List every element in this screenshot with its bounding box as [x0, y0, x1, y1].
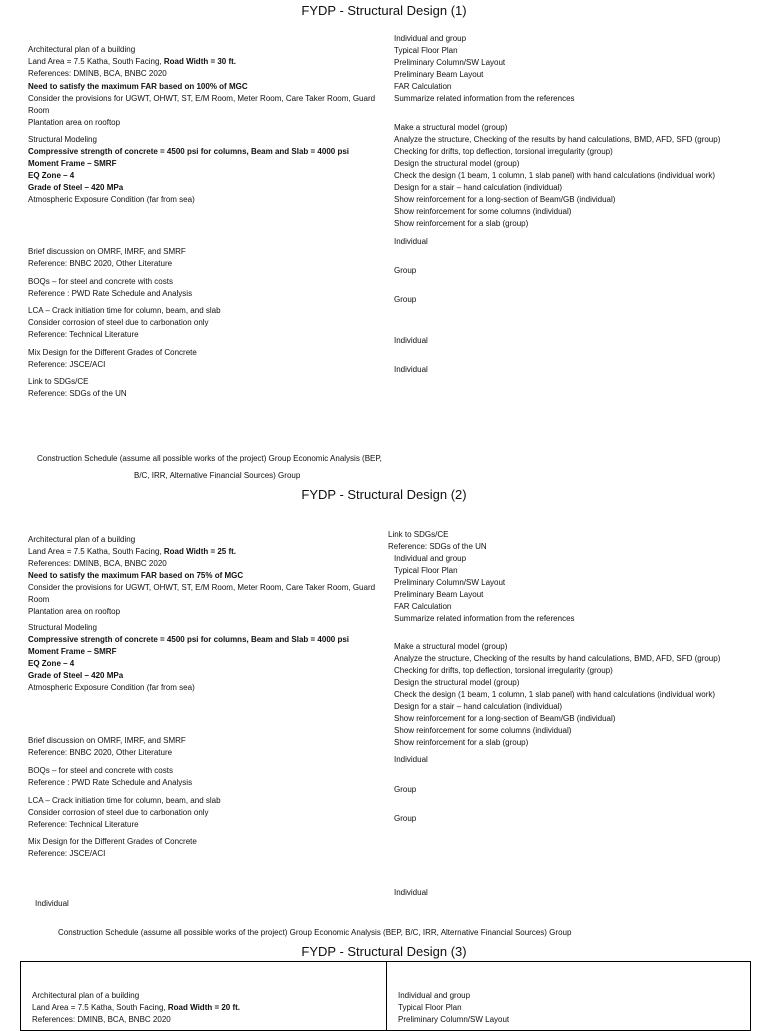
boq-line: BOQs – for steel and concrete with costs [28, 277, 173, 286]
slab-reinforcement-task: Show reinforcement for a slab (group) [394, 219, 529, 228]
eq-zone: EQ Zone – 4 [28, 659, 75, 668]
role-mix: Individual [394, 888, 428, 897]
typical-floor-plan: Typical Floor Plan [394, 566, 458, 575]
lca-line: LCA – Crack initiation time for column, beam, and slab [28, 796, 221, 805]
analyze-task: Analyze the structure, Checking of the results by hand calculations, BMD, AFD, SFD (group) Checking for drifts, top deflection, torsional irregularity (group) [394, 135, 721, 157]
land-area-line: Land Area = 7.5 Katha, South Facing, Road Width = 25 ft. [28, 547, 237, 556]
boq-line: BOQs – for steel and concrete with costs [28, 766, 173, 775]
role-sdg: Individual [394, 365, 428, 374]
check-design-task: Check the design (1 beam, 1 column, 1 slab panel) with hand calculations (individual work) Design for a stair – hand calculation (individual) [394, 171, 716, 193]
exposure-condition: Atmospheric Exposure Condition (far from sea) [28, 195, 195, 204]
omrf-reference: Reference: BNBC 2020, Other Literature [28, 259, 173, 268]
analyze-task: Analyze the structure, Checking of the results by hand calculations, BMD, AFD, SFD (group) Checking for drifts, top deflection, torsional irregularity (group) [394, 654, 721, 676]
column-layout: Preliminary Column/SW Layout [398, 1015, 510, 1024]
moment-frame: Moment Frame – SMRF [28, 159, 117, 168]
lca-reference: Reference: Technical Literature [28, 820, 139, 829]
concrete-strength: Compressive strength of concrete = 4500 psi for columns, Beam and Slab = 4000 psi [28, 635, 350, 644]
eq-zone: EQ Zone – 4 [28, 171, 75, 180]
design-task: Design the structural model (group) [394, 159, 520, 168]
boq-reference: Reference : PWD Rate Schedule and Analysis [28, 289, 193, 298]
far-requirement: Need to satisfy the maximum FAR based on 75% of MGC [28, 571, 244, 580]
make-model-task: Make a structural model (group) [394, 642, 508, 651]
provisions-line: Consider the provisions for UGWT, OHWT, ST, E/M Room, Meter Room, Care Taker Room, Guard Room [28, 583, 376, 605]
section-3-title: FYDP - Structural Design (3) [301, 944, 467, 959]
beam-reinforcement-task: Show reinforcement for a long-section of Beam/GB (individual) [394, 714, 616, 723]
section-1-footer-line-2: B/C, IRR, Alternative Financial Sources) Group [134, 471, 301, 480]
omrf-discussion: Brief discussion on OMRF, IMRF, and SMRF [28, 247, 186, 256]
column-layout: Preliminary Column/SW Layout [394, 578, 506, 587]
land-area-line: Land Area = 7.5 Katha, South Facing, Road Width = 30 ft. [28, 57, 237, 66]
role-lca: Group [394, 295, 417, 304]
check-design-task: Check the design (1 beam, 1 column, 1 slab panel) with hand calculations (individual work) Design for a stair – hand calculation (individual) [394, 690, 716, 712]
far-calculation: FAR Calculation [394, 82, 452, 91]
references-line: References: DMINB, BCA, BNBC 2020 [32, 1015, 171, 1024]
structural-modeling-heading: Structural Modeling [28, 623, 97, 632]
references-line: References: DMINB, BCA, BNBC 2020 [28, 69, 167, 78]
steel-grade: Grade of Steel – 420 MPa [28, 183, 124, 192]
plantation-line: Plantation area on rooftop [28, 607, 121, 616]
section-2-footer-line: Construction Schedule (assume all possible works of the project) Group Economic Analysis (BEP, B/C, IRR, Alternative Financial Sources) Group [58, 928, 572, 937]
sdg-reference: Reference: SDGs of the UN [28, 389, 127, 398]
individual-group-line: Individual and group [394, 554, 467, 563]
beam-reinforcement-task: Show reinforcement for a long-section of Beam/GB (individual) [394, 195, 616, 204]
typical-floor-plan: Typical Floor Plan [394, 46, 458, 55]
references-line: References: DMINB, BCA, BNBC 2020 [28, 559, 167, 568]
role-boq: Group [394, 785, 417, 794]
mix-design-line: Mix Design for the Different Grades of Concrete [28, 348, 197, 357]
steel-grade: Grade of Steel – 420 MPa [28, 671, 124, 680]
beam-layout: Preliminary Beam Layout [394, 70, 484, 79]
exposure-condition: Atmospheric Exposure Condition (far from sea) [28, 683, 195, 692]
plantation-line: Plantation area on rooftop [28, 118, 121, 127]
section-3-divider [386, 961, 387, 1031]
sdg-link: Link to SDGs/CE [388, 530, 449, 539]
far-calculation: FAR Calculation [394, 602, 452, 611]
individual-group-line: Individual and group [398, 991, 471, 1000]
column-reinforcement-task: Show reinforcement for some columns (individual) [394, 726, 572, 735]
role-lca: Group [394, 814, 417, 823]
role-extra-individual: Individual [35, 899, 69, 908]
mix-design-reference: Reference: JSCE/ACI [28, 360, 106, 369]
design-task: Design the structural model (group) [394, 678, 520, 687]
lca-corrosion: Consider corrosion of steel due to carbonation only [28, 808, 209, 817]
boq-reference: Reference : PWD Rate Schedule and Analysis [28, 778, 193, 787]
summarize-line: Summarize related information from the references [394, 94, 575, 103]
role-omrf: Individual [394, 755, 428, 764]
arch-plan-heading: Architectural plan of a building [32, 991, 140, 1000]
sdg-link: Link to SDGs/CE [28, 377, 89, 386]
arch-plan-heading: Architectural plan of a building [28, 535, 136, 544]
arch-plan-heading: Architectural plan of a building [28, 45, 136, 54]
concrete-strength: Compressive strength of concrete = 4500 psi for columns, Beam and Slab = 4000 psi [28, 147, 350, 156]
moment-frame: Moment Frame – SMRF [28, 647, 117, 656]
structural-modeling-heading: Structural Modeling [28, 135, 97, 144]
role-omrf: Individual [394, 237, 428, 246]
section-2-title: FYDP - Structural Design (2) [301, 487, 467, 502]
individual-group-line: Individual and group [394, 34, 467, 43]
role-mix: Individual [394, 336, 428, 345]
role-boq: Group [394, 266, 417, 275]
summarize-line: Summarize related information from the references [394, 614, 575, 623]
slab-reinforcement-task: Show reinforcement for a slab (group) [394, 738, 529, 747]
column-reinforcement-task: Show reinforcement for some columns (individual) [394, 207, 572, 216]
typical-floor-plan: Typical Floor Plan [398, 1003, 462, 1012]
omrf-reference: Reference: BNBC 2020, Other Literature [28, 748, 173, 757]
column-layout: Preliminary Column/SW Layout [394, 58, 506, 67]
provisions-line: Consider the provisions for UGWT, OHWT, ST, E/M Room, Meter Room, Care Taker Room, Guard Room [28, 94, 376, 116]
omrf-discussion: Brief discussion on OMRF, IMRF, and SMRF [28, 736, 186, 745]
far-requirement: Need to satisfy the maximum FAR based on 100% of MGC [28, 82, 248, 91]
land-area-line: Land Area = 7.5 Katha, South Facing, Road Width = 20 ft. [32, 1003, 241, 1012]
lca-corrosion: Consider corrosion of steel due to carbonation only [28, 318, 209, 327]
make-model-task: Make a structural model (group) [394, 123, 508, 132]
sdg-reference: Reference: SDGs of the UN [388, 542, 487, 551]
section-1-footer-line-1: Construction Schedule (assume all possible works of the project) Group Economic Analysis (BEP, [37, 454, 382, 463]
beam-layout: Preliminary Beam Layout [394, 590, 484, 599]
lca-reference: Reference: Technical Literature [28, 330, 139, 339]
mix-design-line: Mix Design for the Different Grades of Concrete [28, 837, 197, 846]
mix-design-reference: Reference: JSCE/ACI [28, 849, 106, 858]
lca-line: LCA – Crack initiation time for column, beam, and slab [28, 306, 221, 315]
section-1-title: FYDP - Structural Design (1) [301, 3, 467, 18]
